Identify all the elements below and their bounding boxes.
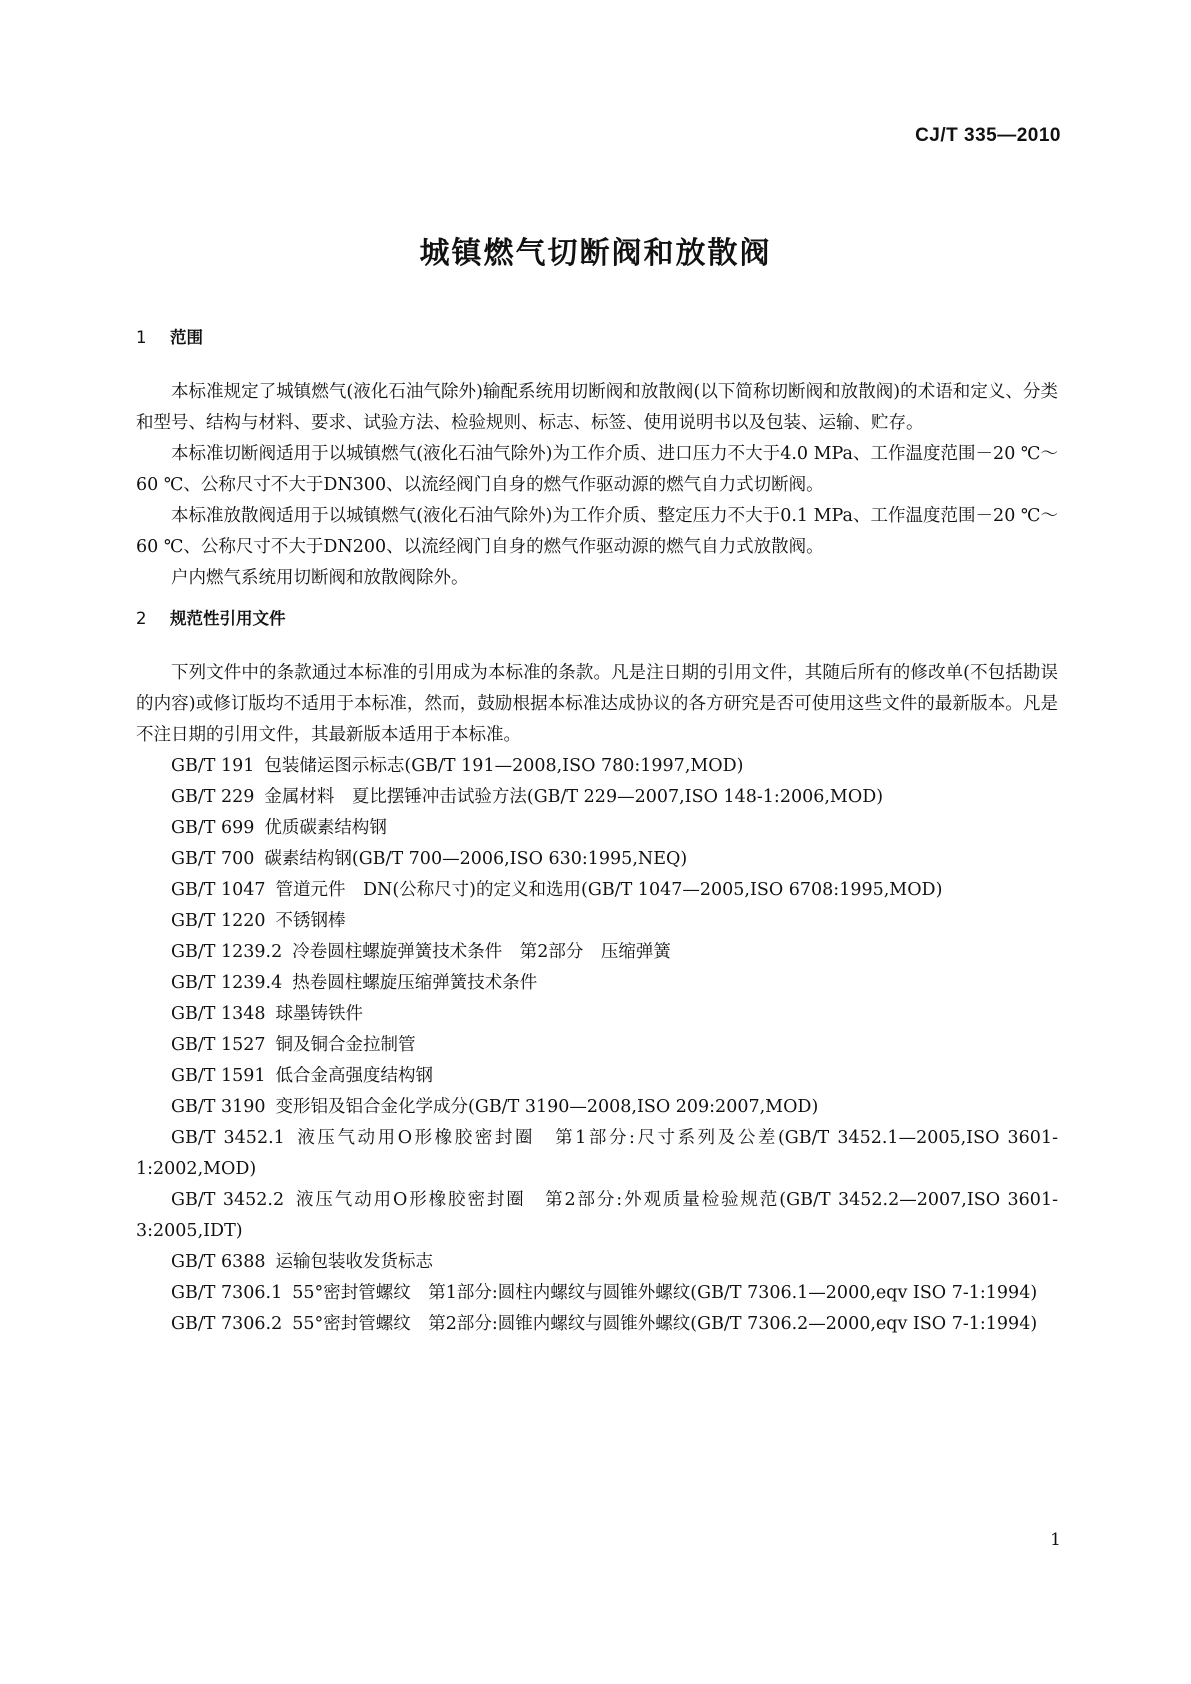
reference-title: 热卷圆柱螺旋压缩弹簧技术条件 [292, 973, 538, 993]
reference-code: GB/T 1047 [171, 880, 266, 900]
document-body [136, 323, 1058, 1340]
reference-code: GB/T 6388 [171, 1252, 266, 1272]
reference-title: 金属材料 夏比摆锤冲击试验方法(GB/T 229—2007,ISO 148-1:2006,MOD) [264, 787, 884, 807]
reference-title: 运输包装收发货标志 [275, 1252, 434, 1272]
reference-code: GB/T 1591 [171, 1066, 266, 1086]
reference-item [136, 1123, 1058, 1185]
reference-title: 优质碳素结构钢 [264, 818, 387, 838]
reference-item [136, 1092, 1058, 1123]
reference-item [136, 844, 1058, 875]
reference-item [136, 906, 1058, 937]
reference-title: 变形铝及铝合金化学成分(GB/T 3190—2008,ISO 209:2007,MOD) [275, 1097, 819, 1117]
reference-code: GB/T 7306.1 [171, 1283, 283, 1303]
reference-code: GB/T 7306.2 [171, 1314, 283, 1334]
scope-paragraph-2: 本标准切断阀适用于以城镇燃气(液化石油气除外)为工作介质、进口压力不大于4.0 MPa、工作温度范围－20 ℃～60 ℃、公称尺寸不大于DN300、以流经阀门自身的燃气作驱动源的燃气自力式切断阀。 [136, 444, 1058, 495]
section-2-heading [136, 604, 1058, 634]
document-title: 城镇燃气切断阀和放散阀 [419, 236, 772, 271]
reference-code: GB/T 1239.4 [171, 973, 283, 993]
reference-title: 铜及铜合金拉制管 [275, 1035, 416, 1055]
scope-paragraph-3: 本标准放散阀适用于以城镇燃气(液化石油气除外)为工作介质、整定压力不大于0.1 MPa、工作温度范围－20 ℃～60 ℃、公称尺寸不大于DN200、以流经阀门自身的燃气作驱动源的燃气自力式放散阀。 [136, 506, 1058, 557]
reference-item [136, 875, 1058, 906]
scope-paragraph-1: 本标准规定了城镇燃气(液化石油气除外)输配系统用切断阀和放散阀(以下简称切断阀和放散阀)的术语和定义、分类和型号、结构与材料、要求、试验方法、检验规则、标志、标签、使用说明书以及包装、运输、贮存。 [136, 382, 1058, 433]
reference-code: GB/T 229 [171, 787, 255, 807]
section-number: 1 [136, 328, 147, 347]
reference-title: 不锈钢棒 [275, 911, 346, 931]
reference-item [136, 937, 1058, 968]
reference-item [136, 782, 1058, 813]
reference-item [136, 751, 1058, 782]
reference-code: GB/T 3190 [171, 1097, 266, 1117]
reference-title: 冷卷圆柱螺旋弹簧技术条件 第2部分 压缩弹簧 [292, 942, 671, 962]
reference-item [136, 999, 1058, 1030]
reference-code: GB/T 1220 [171, 911, 266, 931]
reference-title: 液压气动用O形橡胶密封圈 第2部分:外观质量检验规范(GB/T 3452.2—2007,ISO 3601-3:2005,IDT) [136, 1190, 1058, 1241]
reference-code: GB/T 191 [171, 756, 255, 776]
reference-item [136, 1061, 1058, 1092]
section-title: 规范性引用文件 [170, 609, 286, 628]
reference-code: GB/T 699 [171, 818, 255, 838]
reference-title: 55°密封管螺纹 第1部分:圆柱内螺纹与圆锥外螺纹(GB/T 7306.1—2000,eqv ISO 7-1:1994) [292, 1283, 1038, 1303]
reference-code: GB/T 3452.2 [171, 1190, 285, 1210]
section-title: 范围 [170, 328, 203, 347]
reference-title: 低合金高强度结构钢 [275, 1066, 434, 1086]
section-1-heading [136, 323, 1058, 353]
page-number: 1 [1050, 1530, 1061, 1550]
reference-code: GB/T 1239.2 [171, 942, 283, 962]
reference-item [136, 1309, 1058, 1340]
reference-title: 55°密封管螺纹 第2部分:圆锥内螺纹与圆锥外螺纹(GB/T 7306.2—2000,eqv ISO 7-1:1994) [292, 1314, 1038, 1334]
reference-title: 包装储运图示标志(GB/T 191—2008,ISO 780:1997,MOD) [264, 756, 744, 776]
reference-item [136, 813, 1058, 844]
reference-item [136, 968, 1058, 999]
reference-code: GB/T 1527 [171, 1035, 266, 1055]
reference-item [136, 1278, 1058, 1309]
reference-title: 液压气动用O形橡胶密封圈 第1部分:尺寸系列及公差(GB/T 3452.1—2005,ISO 3601-1:2002,MOD) [136, 1128, 1058, 1179]
reference-item [136, 1030, 1058, 1061]
reference-code: GB/T 3452.1 [171, 1128, 285, 1148]
reference-item [136, 1247, 1058, 1278]
references-intro: 下列文件中的条款通过本标准的引用成为本标准的条款。凡是注日期的引用文件，其随后所有的修改单(不包括勘误的内容)或修订版均不适用于本标准，然而，鼓励根据本标准达成协议的各方研究是否可使用这些文件的最新版本。凡是不注日期的引用文件，其最新版本适用于本标准。 [136, 663, 1058, 745]
reference-list [136, 751, 1058, 1340]
reference-code: GB/T 700 [171, 849, 255, 869]
reference-title: 管道元件 DN(公称尺寸)的定义和选用(GB/T 1047—2005,ISO 6708:1995,MOD) [275, 880, 943, 900]
section-number: 2 [136, 609, 147, 628]
reference-title: 球墨铸铁件 [275, 1004, 364, 1024]
reference-code: GB/T 1348 [171, 1004, 266, 1024]
scope-paragraph-4: 户内燃气系统用切断阀和放散阀除外。 [171, 568, 469, 588]
standard-code: CJ/T 335—2010 [915, 125, 1061, 146]
reference-item [136, 1185, 1058, 1247]
reference-title: 碳素结构钢(GB/T 700—2006,ISO 630:1995,NEQ) [264, 849, 688, 869]
